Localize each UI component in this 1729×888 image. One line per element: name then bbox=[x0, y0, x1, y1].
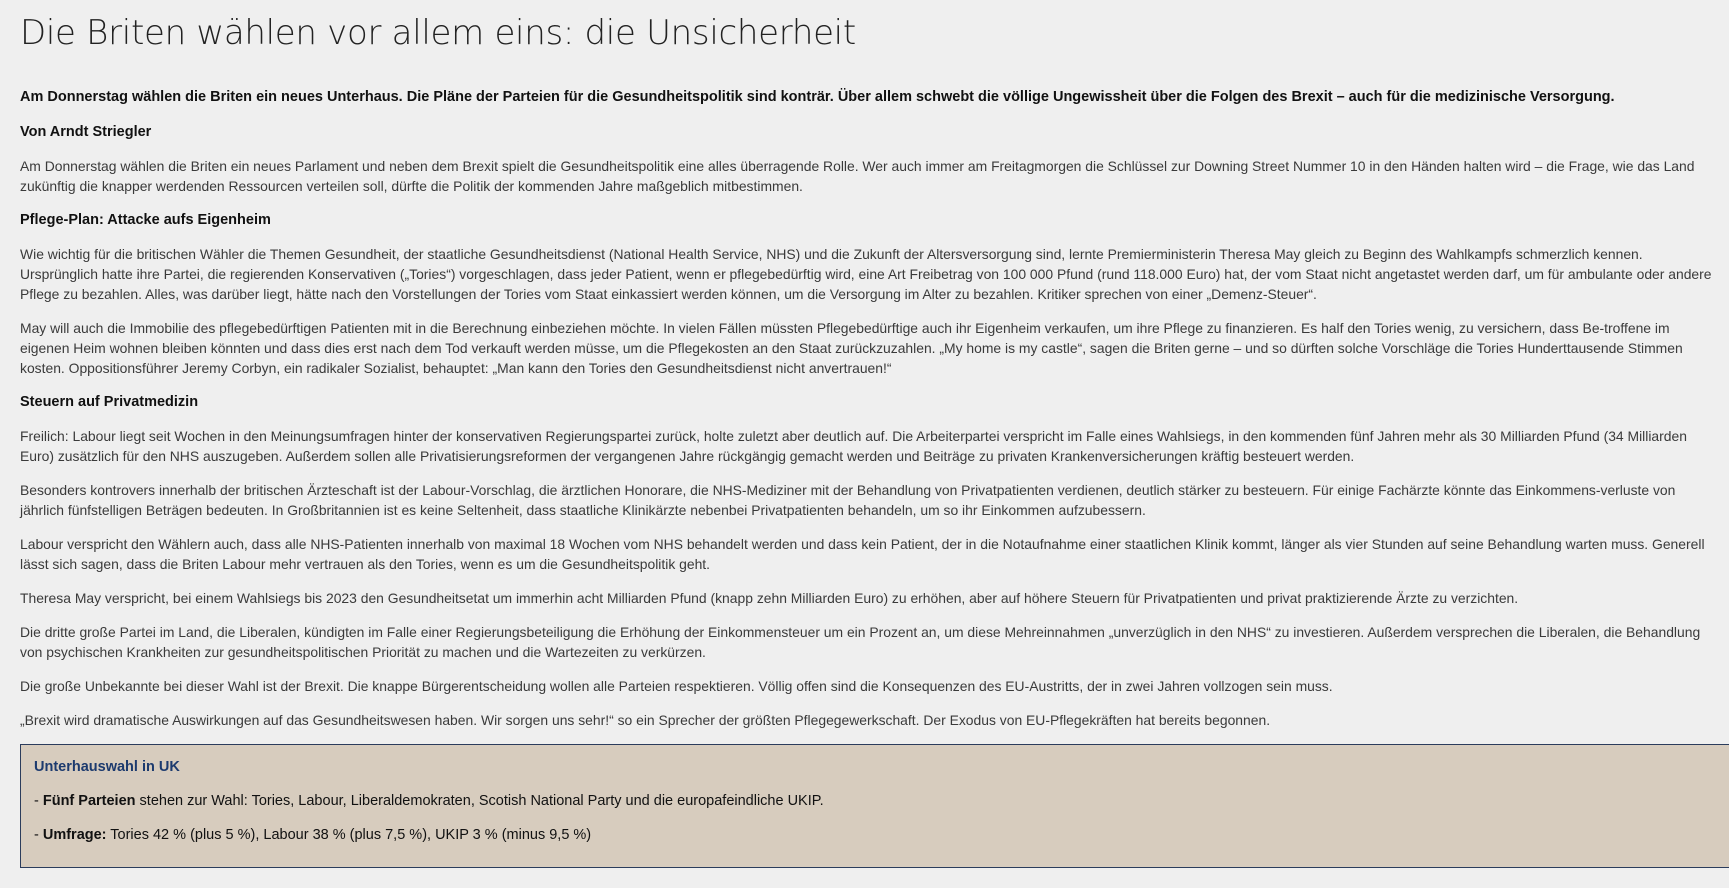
article-title: Die Briten wählen vor allem eins: die Unsicherheit bbox=[20, 13, 856, 53]
paragraph: Labour verspricht den Wählern auch, dass alle NHS-Patienten innerhalb von maximal 18 Wochen vom NHS behandelt werden und dass kein Patient, der in die Notaufnahme einer staatlichen Klinik kommt, länger als vier Stunden auf seine Behandlung warten muss. Generell lässt sich sagen, dass die Briten Labour mehr vertrauen als den Tories, wenn es um die Gesundheitspolitik geht. bbox=[20, 536, 1705, 572]
paragraph: Freilich: Labour liegt seit Wochen in den Meinungsumfragen hinter der konservativen Regierungspartei zurück, holte zuletzt aber deutlich auf. Die Arbeiterpartei verspricht im Falle eines Wahlsiegs, in den kommenden fünf Jahren mehr als 30 Milliarden Pfund (34 Milliarden Euro) zusätzlich für den NHS auszugeben. Außerdem sollen alle Privatisierungsreformen der vergangenen Jahre rückgängig gemacht werden und Beiträge zu privaten Krankenversicherungen kräftig besteuert werden. bbox=[20, 428, 1687, 464]
factbox-item-text: Tories 42 % (plus 5 %), Labour 38 % (plus 7,5 %), UKIP 3 % (minus 9,5 %) bbox=[106, 827, 592, 843]
subheading-private-medicine-tax: Steuern auf Privatmedizin bbox=[20, 394, 199, 410]
factbox-item-bold: Umfrage: bbox=[42, 827, 107, 843]
paragraph: Die große Unbekannte bei dieser Wahl ist der Brexit. Die knappe Bürgerentscheidung wollen alle Parteien respektieren. Völlig offen sind die Konsequenzen des EU-Austritts, der in zwei Jahren vollzogen sein muss. bbox=[20, 678, 1333, 694]
factbox-title: Unterhauswahl in UK bbox=[34, 759, 180, 775]
factbox-item-text: stehen zur Wahl: Tories, Labour, Liberaldemokraten, Scotish National Party und die europafeindliche UKIP. bbox=[135, 793, 824, 809]
factbox bbox=[20, 744, 1729, 868]
paragraph: Wie wichtig für die britischen Wähler die Themen Gesundheit, der staatliche Gesundheitsdienst (National Health Service, NHS) und die Zukunft der Altersversorgung sind, lernte Premierministerin Theresa May gleich zu Beginn des Wahlkampfs schmerzlich kennen. Ursprünglich hatte ihre Partei, die regierenden Konservativen („Tories“) vorgeschlagen, dass jeder Patient, wenn er pflegebedürftig wird, eine Art Freibetrag von 100 000 Pfund (rund 118.000 Euro) hat, der vom Staat nicht angetastet werden darf, um für ambulante oder andere Pflege zu bezahlen. Alles, was darüber liegt, hätte nach den Vorstellungen der Tories vom Staat einkassiert werden können, um die Versorgung im Alter zu bezahlen. Kritiker sprechen von einer „Demenz-Steuer“. bbox=[20, 246, 1712, 302]
paragraph: Theresa May verspricht, bei einem Wahlsiegs bis 2023 den Gesundheitsetat um immerhin acht Milliarden Pfund (knapp zehn Milliarden Euro) zu erhöhen, aber auf höhere Steuern für Privatpatienten und privat praktizierende Ärzte zu verzichten. bbox=[20, 590, 1519, 606]
article-author: Von Arndt Striegler bbox=[20, 124, 152, 140]
factbox-item-prefix: - bbox=[34, 793, 43, 809]
factbox-item-prefix: - bbox=[34, 827, 43, 843]
paragraph: „Brexit wird dramatische Auswirkungen auf das Gesundheitswesen haben. Wir sorgen uns sehr!“ so ein Sprecher der größten Pflegegewerkschaft. Der Exodus von EU-Pflegekräften hat bereits begonnen. bbox=[20, 712, 1271, 728]
paragraph: Die dritte große Partei im Land, die Liberalen, kündigten im Falle einer Regierungsbeteiligung die Erhöhung der Einkommensteuer um ein Prozent an, um diese Mehreinnahmen „unverzüglich in den NHS“ zu investieren. Außerdem versprechen die Liberalen, die Behandlung von psychischen Krankheiten zur gesundheitspolitischen Priorität zu machen und die Wartezeiten zu verkürzen. bbox=[20, 624, 1701, 660]
subheading-care-plan: Pflege-Plan: Attacke aufs Eigenheim bbox=[20, 212, 271, 228]
paragraph: Besonders kontrovers innerhalb der britischen Ärzteschaft ist der Labour-Vorschlag, die ärztlichen Honorare, die NHS-Mediziner mit der Behandlung von Privatpatienten verdienen, deutlich stärker zu besteuern. Für einige Fachärzte könnte das Einkommens-verluste von jährlich fünfstelligen Beträgen bedeuten. In Großbritannien ist es keine Seltenheit, dass staatliche Klinikärzte nebenbei Privatpatienten behandeln, um so ihr Einkommen aufzubessern. bbox=[20, 482, 1676, 518]
factbox-item-bold: Fünf Parteien bbox=[42, 793, 136, 809]
factbox-item-parties bbox=[34, 791, 1719, 811]
paragraph: Am Donnerstag wählen die Briten ein neues Parlament und neben dem Brexit spielt die Gesundheitspolitik eine alles überragende Rolle. Wer auch immer am Freitagmorgen die Schlüssel zur Downing Street Nummer 10 in den Händen halten wird – die Frage, wie das Land zukünftig die knapper werdenden Ressourcen verteilen soll, dürfte die Politik der kommenden Jahre maßgeblich mitbestimmen. bbox=[20, 158, 1695, 194]
article-lead: Am Donnerstag wählen die Briten ein neues Unterhaus. Die Pläne der Parteien für die Gesundheitspolitik sind konträr. Über allem schwebt die völlige Ungewissheit über die Folgen des Brexit – auch für die medizinische Versorgung. bbox=[20, 89, 1615, 105]
factbox-item-poll bbox=[34, 825, 1719, 845]
paragraph: May will auch die Immobilie des pflegebedürftigen Patienten mit in die Berechnung einbeziehen möchte. In vielen Fällen müssten Pflegebedürftige auch ihr Eigenheim verkaufen, um ihre Pflege zu finanzieren. Es half den Tories wenig, zu versichern, dass Be-troffene im eigenen Heim wohnen bleiben könnten und dass dies erst nach dem Tod verkauft werden müsse, um die Pflegekosten an den Staat zurückzuzahlen. „My home is my castle“, sagen die Briten gerne – und so dürften solche Vorschläge die Tories Hunderttausende Stimmen kosten. Oppositionsführer Jeremy Corbyn, ein radikaler Sozialist, behauptet: „Man kann den Tories den Gesundheitsdienst nicht anvertrauen!“ bbox=[20, 320, 1683, 376]
